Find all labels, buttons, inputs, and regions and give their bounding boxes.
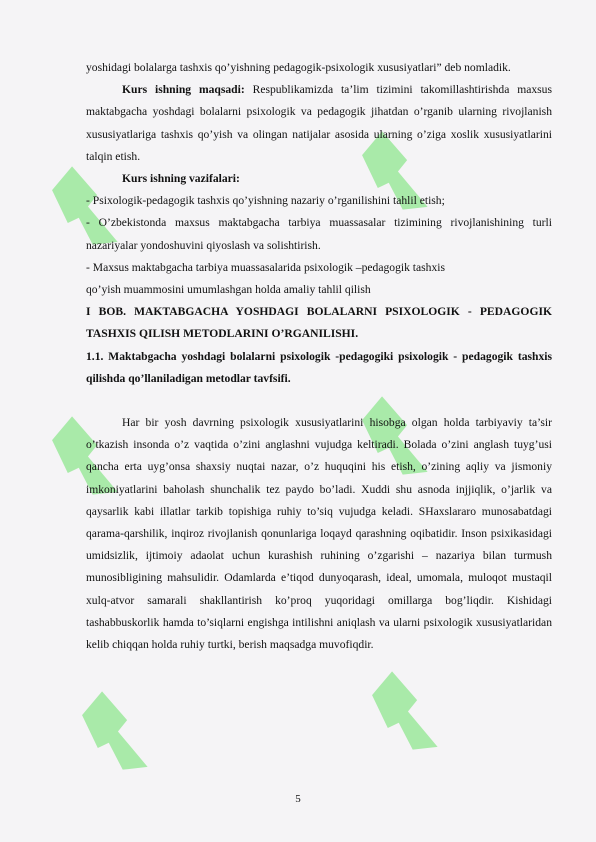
task-item-3a: - Maxsus maktabgacha tarbiya muassasalarida psixologik –pedagogik tashxis [86, 260, 445, 274]
goal-text: Respublikamizda ta’lim tizimini takomillashtirishda maxsus maktabgacha yoshdagi bolalarni psixologik va pedagogik jihatdan o’rganib ularning rivojlanish xususiyatlariga tashxis qo’yish va olingan natijalar asosida ularning o’ziga xoslik xususiyatlarini talqin etish. [86, 83, 552, 163]
watermark-logo-icon [358, 664, 452, 768]
task-item-2: - O’zbekistonda maxsus maktabgacha tarbiya muassasalar tizimining rivojlanishining turli nazariyalar yondoshuvini qiyoslash va solishtirish. [86, 216, 552, 252]
paragraph-main: Har bir yosh davrning psixologik xususiyatlarini hisobga olgan holda tarbiyaviy ta’sir o’tkazish insonda o’z vaqtida o’zini anglashni vujudga keltiradi. Bolada o’zini anglash tuyg’usi qancha erta uyg’onsa shaxsiy nuqtai nazar, o’z huquqini his etish, o’zining aqliy va jismoniy imkoniyatlarini baholash shunchalik tez paydo bo’ladi. Xuddi shu asnoda injjiqlik, o’jarlik va qaysarlik kabi illatlar tarkib topishiga ruhiy to’siq vujudga keladi. SHaxslararo munosabatdagi qarama-qarshilik, inqiroz rivojlanish qonunlariga loqayd qarashning oqibatidir. Inson psixikasidagi umidsizlik, ijtimoiy adaolat uchun kurashish ruhining o’zgarishi – nazariya bilan turmush munosibligining mahsulidir. Odamlarda e’tiqod dunyoqarash, ideal, umomala, muloqot mustaqil xulq-atvor samarali shakllantirish ko’proq yuqoridagi omillarga bog’liqdir. Kishidagi tashabbuskorlik hamda to’siqlarni engishga intilishni aniqlash va ularni psixologik xususiyatlaridan kelib chiqqan holda ruhiy turtki, berish maqsadga muvofiqdir. [86, 416, 552, 652]
blank-line [86, 390, 552, 412]
chapter-heading: I BOB. MAKTABGACHA YOSHDAGI BOLALARNI PSIXOLOGIK - PEDAGOGIK TASHXIS QILISH METODLARINI O’RGANILISHI. [86, 305, 552, 341]
tasks-heading-text: Kurs ishning vazifalari: [122, 172, 240, 186]
tasks-heading [86, 168, 552, 190]
task-item-1: - Psixologik-pedagogik tashxis qo’yishning nazariy o’rganilishini tahlil etish; [86, 194, 445, 208]
paragraph-goal [86, 79, 552, 168]
watermark-logo-icon [68, 684, 162, 788]
section-heading: 1.1. Maktabgacha yoshdagi bolalarni psixologik -pedagogiki psixologik - pedagogik tashxis qilishda qo’llaniladigan metodlar tavfsifi. [86, 349, 552, 385]
document-body [86, 57, 552, 656]
paragraph-intro: yoshidagi bolalarga tashxis qo’yishning pedagogik-psixologik xususiyatlari” deb nomladik. [86, 61, 511, 74]
page-number: 5 [295, 793, 301, 805]
task-item-3b: qo’yish muammosini umumlashgan holda amaliy tahlil qilish [86, 283, 371, 297]
goal-heading: Kurs ishning maqsadi: [122, 83, 245, 97]
